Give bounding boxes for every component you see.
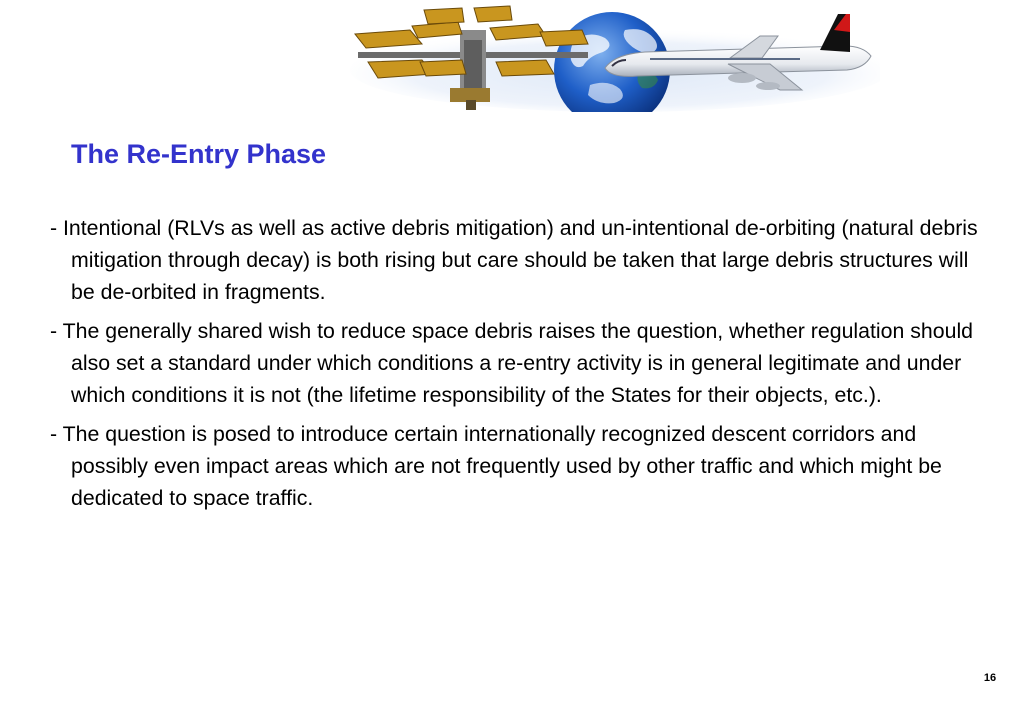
slide-title: The Re-Entry Phase [71,139,327,169]
bullet-item: - The question is posed to introduce certain internationally recognized descent corridors and possibly even impact areas which are not frequently used by other traffic and which might be dedicated to space traffic. [50,422,942,510]
bullet-item: - Intentional (RLVs as well as active debris mitigation) and un-intentional de-orbiting (natural debris mitigation through decay) is both rising but care should be taken that large debris structures will be de-orbited in fragments. [50,216,978,304]
page-number: 16 [983,672,997,684]
bullet-item: - The generally shared wish to reduce space debris raises the question, whether regulation should also set a standard under which conditions a re-entry activity is in general legitimate and under which conditions it is not (the lifetime responsibility of the States for their objects, etc.). [50,319,974,407]
slide-body [50,212,980,521]
header-banner-image [350,0,880,112]
